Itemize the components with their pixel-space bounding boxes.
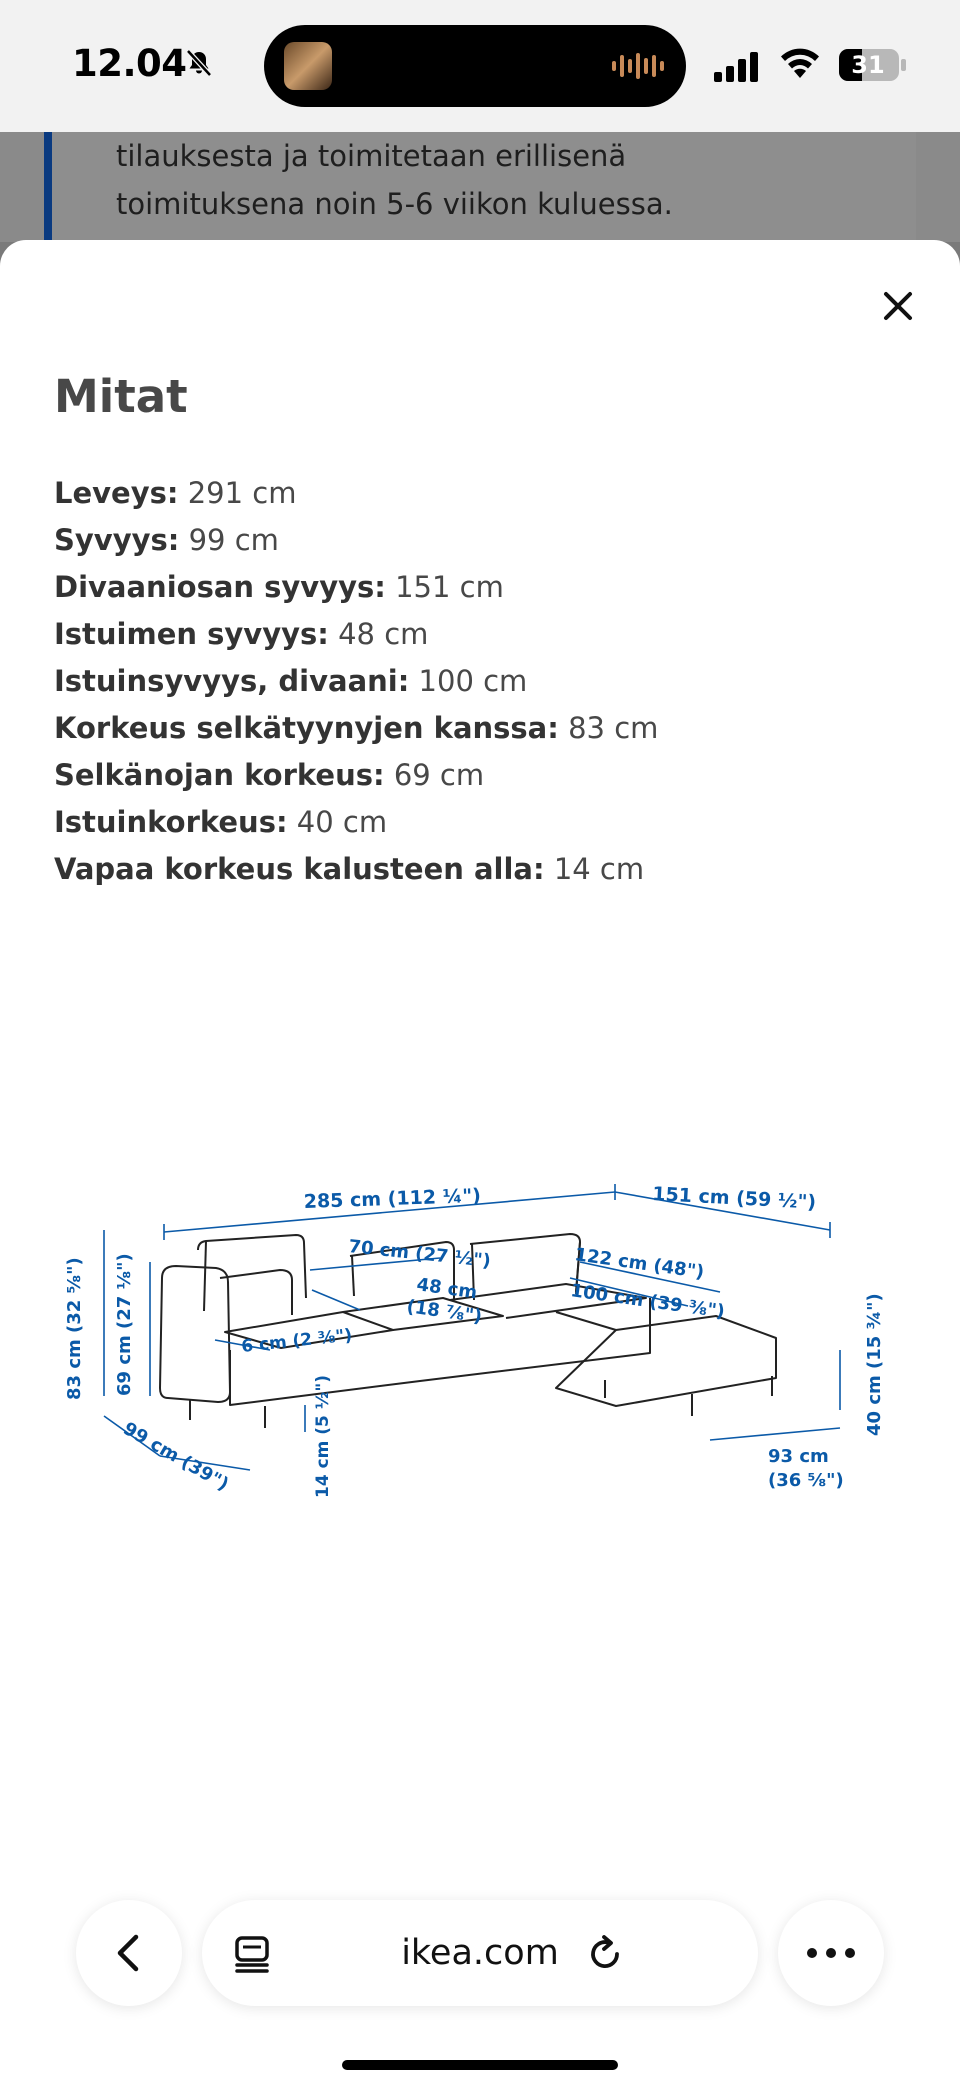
- reload-icon[interactable]: [586, 1934, 624, 1974]
- sheet-title: Mitat: [54, 370, 188, 423]
- silent-bell-icon: [184, 48, 214, 78]
- spec-label: Divaaniosan syvyys:: [54, 570, 386, 604]
- spec-row: [54, 799, 658, 846]
- dim-chaise-depth: 151 cm (59 ½"): [651, 1183, 817, 1214]
- dim-leg-clearance: 14 cm (5 ½"): [313, 1374, 333, 1498]
- dim-chaise-width-a: 93 cm: [768, 1446, 829, 1467]
- ellipsis-icon: [806, 1947, 856, 1959]
- spec-label: Korkeus selkätyynyjen kanssa:: [54, 711, 559, 745]
- status-bar: [0, 0, 960, 132]
- dim-depth: 99 cm (39"): [119, 1418, 233, 1496]
- url-text: ikea.com: [401, 1933, 559, 1973]
- dim-total-width: 285 cm (112 ¼"): [303, 1184, 482, 1213]
- dimensions-sheet: [0, 240, 960, 2081]
- spec-value: 100 cm: [418, 664, 528, 698]
- spec-row: [54, 611, 658, 658]
- spec-value: 291 cm: [187, 476, 297, 510]
- now-playing-artwork: [284, 42, 332, 90]
- spec-label: Istuimen syvyys:: [54, 617, 329, 651]
- dimension-lines: [104, 1184, 840, 1470]
- spec-row: [54, 658, 658, 705]
- dim-total-height: 83 cm (32 ⅝"): [64, 1257, 85, 1400]
- spec-value: 83 cm: [568, 711, 659, 745]
- spec-label: Istuinkorkeus:: [54, 805, 288, 839]
- battery-level: 31: [851, 51, 885, 79]
- spec-label: Vapaa korkeus kalusteen alla:: [54, 852, 545, 886]
- spec-label: Syvyys:: [54, 523, 180, 557]
- spec-value: 40 cm: [296, 805, 388, 839]
- dim-seat-depth-b: (18 ⅞"): [405, 1296, 484, 1328]
- delivery-note-text: tilauksesta ja toimitetaan erillisenä toimituksena noin 5-6 viikon kuluessa.: [116, 139, 673, 221]
- spec-row: [54, 470, 658, 517]
- dim-chaise-width-b: (36 ⅝"): [768, 1470, 844, 1491]
- cellular-signal-icon: [714, 52, 760, 82]
- home-indicator[interactable]: [342, 2060, 618, 2070]
- back-button[interactable]: [76, 1900, 182, 2006]
- browser-toolbar: [0, 1870, 960, 2081]
- chevron-left-icon: [114, 1933, 144, 1973]
- spec-list: [54, 470, 658, 893]
- dim-back-height: 69 cm (27 ⅛"): [114, 1253, 135, 1396]
- address-bar[interactable]: [202, 1900, 758, 2006]
- spec-row: [54, 517, 658, 564]
- more-button[interactable]: [778, 1900, 884, 2006]
- dim-chaise-seat: 100 cm (39 ⅜"): [569, 1280, 727, 1323]
- background-page: [0, 132, 960, 242]
- spec-value: 14 cm: [553, 852, 645, 886]
- spec-row: [54, 846, 658, 893]
- dim-seat-height: 40 cm (15 ¾"): [864, 1293, 885, 1436]
- spec-value: 99 cm: [188, 523, 279, 557]
- spec-label: Istuinsyvyys, divaani:: [54, 664, 410, 698]
- spec-label: Leveys:: [54, 476, 179, 510]
- close-icon[interactable]: [870, 278, 926, 334]
- dim-chaise-inner: 122 cm (48"): [573, 1244, 706, 1284]
- status-time: 12.04: [72, 42, 187, 85]
- spec-value: 48 cm: [338, 617, 429, 651]
- dim-arm-width: 6 cm (2 ⅜"): [240, 1325, 354, 1357]
- dynamic-island[interactable]: [264, 25, 686, 107]
- spec-row: [54, 705, 658, 752]
- audio-waveform-icon: [612, 51, 664, 81]
- spec-label: Selkänojan korkeus:: [54, 758, 385, 792]
- spec-row: [54, 752, 658, 799]
- dim-seat-width: 70 cm (27 ½"): [347, 1236, 492, 1272]
- spec-value: 151 cm: [395, 570, 504, 604]
- wifi-icon: [778, 44, 822, 80]
- battery-indicator: [838, 48, 908, 82]
- spec-row: [54, 564, 658, 611]
- dim-seat-depth-a: 48 cm: [415, 1274, 479, 1304]
- sofa-dimension-diagram: [60, 1170, 920, 1510]
- spec-value: 69 cm: [393, 758, 485, 792]
